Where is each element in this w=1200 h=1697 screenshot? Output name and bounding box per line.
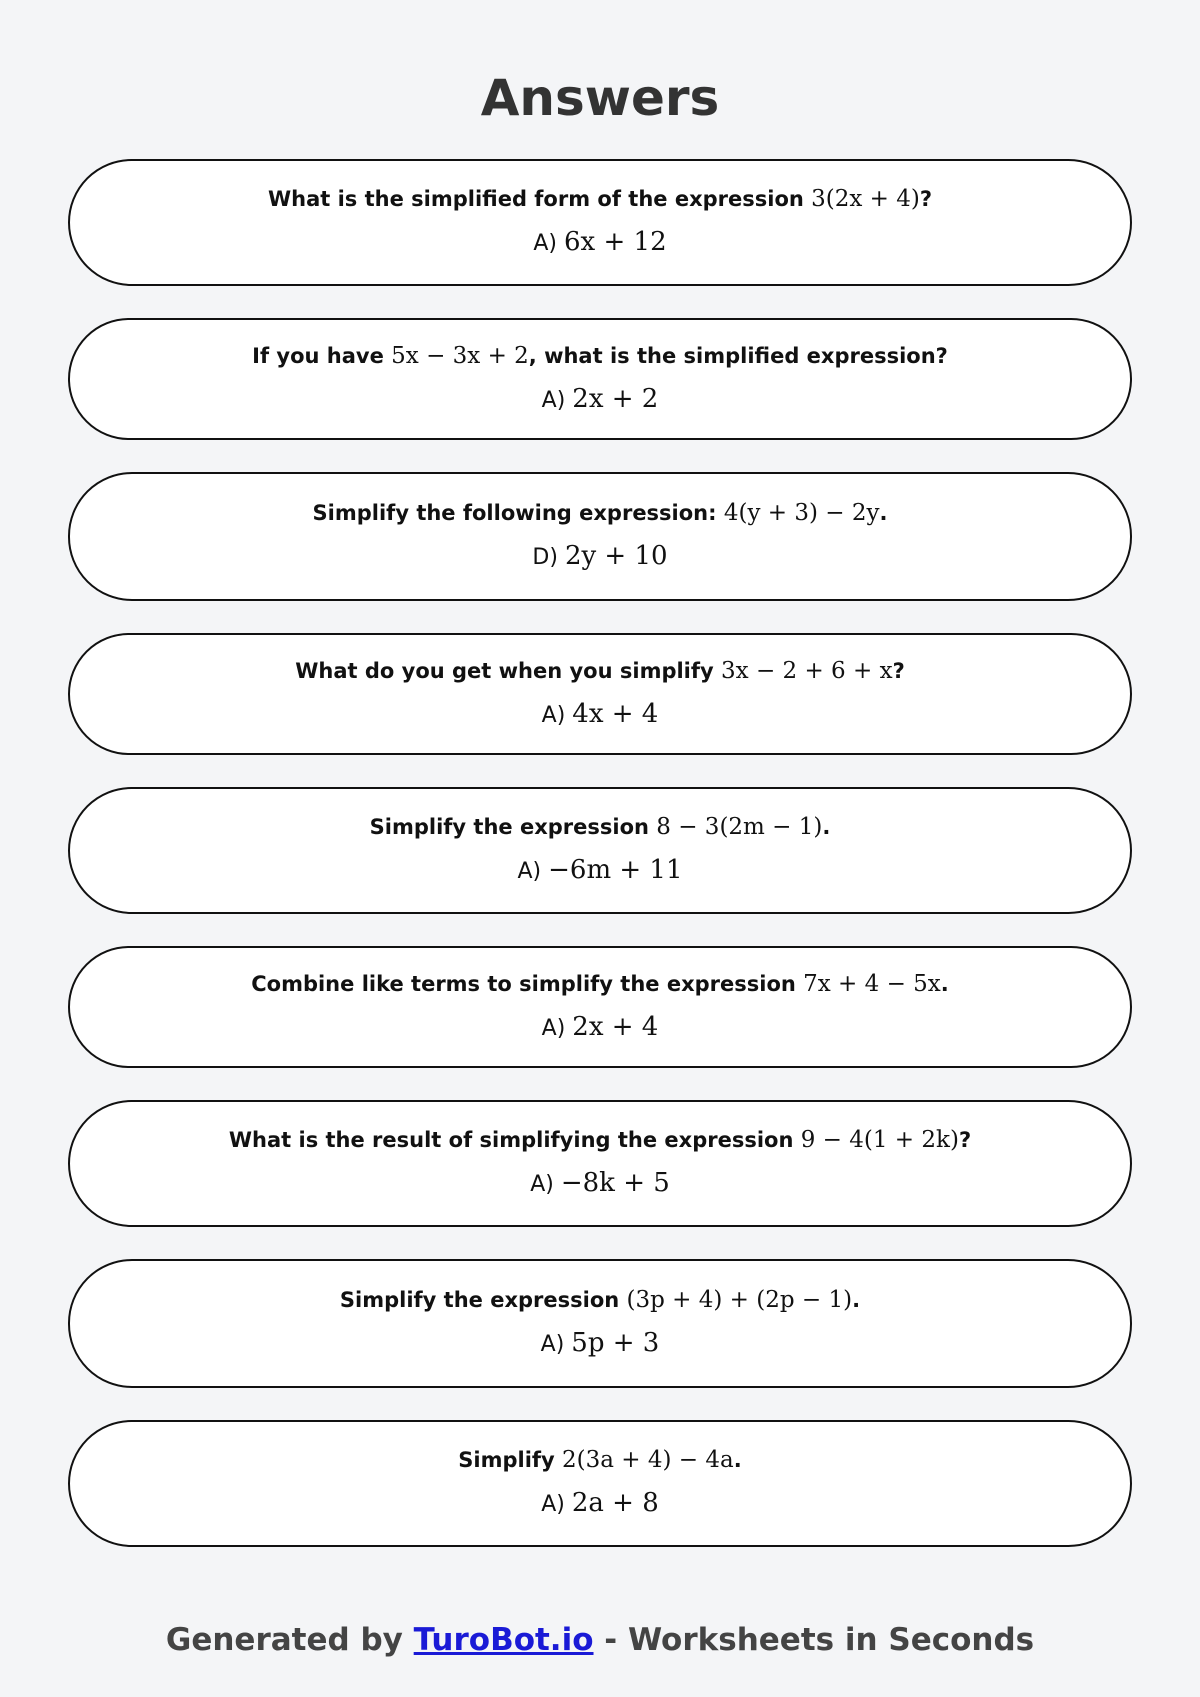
answer-letter: A) bbox=[541, 1492, 572, 1517]
answer-list bbox=[68, 159, 1132, 1579]
question-expression: 7x + 4 − 5x bbox=[803, 970, 941, 997]
page-title: Answers bbox=[480, 69, 720, 127]
answer-text bbox=[530, 1167, 670, 1202]
answer-expression: −6m + 11 bbox=[548, 855, 683, 885]
footer bbox=[0, 1620, 1200, 1660]
question-expression: 3(2x + 4) bbox=[811, 186, 920, 212]
answer-letter: A) bbox=[533, 231, 565, 256]
answer-expression: 5p + 3 bbox=[571, 1328, 660, 1358]
answer-letter: A) bbox=[517, 859, 549, 884]
question-text: What is the simplified form of the expression 3(2x + 4)? bbox=[267, 186, 933, 212]
answer-expression: −8k + 5 bbox=[560, 1168, 670, 1198]
footer-suffix: - Worksheets in Seconds bbox=[593, 1622, 1035, 1658]
turobot-link[interactable]: TuroBot.io bbox=[413, 1622, 594, 1658]
question-text: What is the result of simplifying the expression 9 − 4(1 + 2k)? bbox=[228, 1127, 972, 1153]
question-expression: 8 − 3(2m − 1) bbox=[656, 814, 823, 840]
answer-text bbox=[532, 540, 667, 575]
answer-card bbox=[68, 633, 1132, 755]
question-text: If you have 5x − 3x + 2, what is the simplified expression? bbox=[252, 342, 948, 369]
question-expression: 3x − 2 + 6 + x bbox=[721, 657, 893, 684]
question-expression: 2(3a + 4) − 4a bbox=[562, 1447, 734, 1473]
answer-card bbox=[68, 1100, 1132, 1227]
answer-expression: 2x + 2 bbox=[572, 383, 659, 414]
answer-text bbox=[517, 854, 682, 889]
answer-text bbox=[541, 1327, 660, 1362]
answer-expression: 2a + 8 bbox=[571, 1488, 659, 1518]
answer-text bbox=[542, 383, 659, 418]
answer-expression: 2y + 10 bbox=[564, 541, 668, 571]
answer-card bbox=[68, 472, 1132, 601]
answer-text bbox=[533, 226, 666, 261]
question-text: What do you get when you simplify 3x − 2 + 6 + x? bbox=[295, 657, 905, 684]
answer-card bbox=[68, 946, 1132, 1068]
answer-letter: D) bbox=[532, 545, 565, 570]
answer-text bbox=[541, 1487, 659, 1522]
question-expression: (3p + 4) + (2p − 1) bbox=[626, 1287, 853, 1313]
answer-letter: A) bbox=[541, 387, 573, 413]
question-expression: 9 − 4(1 + 2k) bbox=[800, 1127, 959, 1153]
answer-expression: 6x + 12 bbox=[564, 227, 667, 257]
question-text: Simplify the following expression: 4(y + 3) − 2y. bbox=[312, 500, 888, 526]
question-text: Combine like terms to simplify the expression 7x + 4 − 5x. bbox=[251, 970, 949, 997]
footer-prefix: Generated by bbox=[165, 1622, 414, 1658]
question-text: Simplify the expression 8 − 3(2m − 1). bbox=[369, 814, 831, 840]
answer-letter: A) bbox=[530, 1172, 561, 1197]
answer-expression: 4x + 4 bbox=[572, 698, 659, 729]
question-expression: 5x − 3x + 2 bbox=[391, 342, 529, 369]
answer-text bbox=[542, 1011, 659, 1046]
answer-card bbox=[68, 1259, 1132, 1388]
answer-letter: A) bbox=[541, 702, 573, 728]
answer-card bbox=[68, 318, 1132, 440]
question-text: Simplify 2(3a + 4) − 4a. bbox=[458, 1447, 742, 1473]
answer-letter: A) bbox=[540, 1332, 572, 1357]
answer-card bbox=[68, 159, 1132, 286]
question-expression: 4(y + 3) − 2y bbox=[723, 500, 880, 526]
answer-text bbox=[542, 698, 659, 733]
question-text: Simplify the expression (3p + 4) + (2p − 1). bbox=[339, 1287, 861, 1313]
answer-expression: 2x + 4 bbox=[572, 1011, 659, 1042]
answer-card bbox=[68, 1420, 1132, 1547]
answer-card bbox=[68, 787, 1132, 914]
answer-letter: A) bbox=[541, 1015, 573, 1041]
